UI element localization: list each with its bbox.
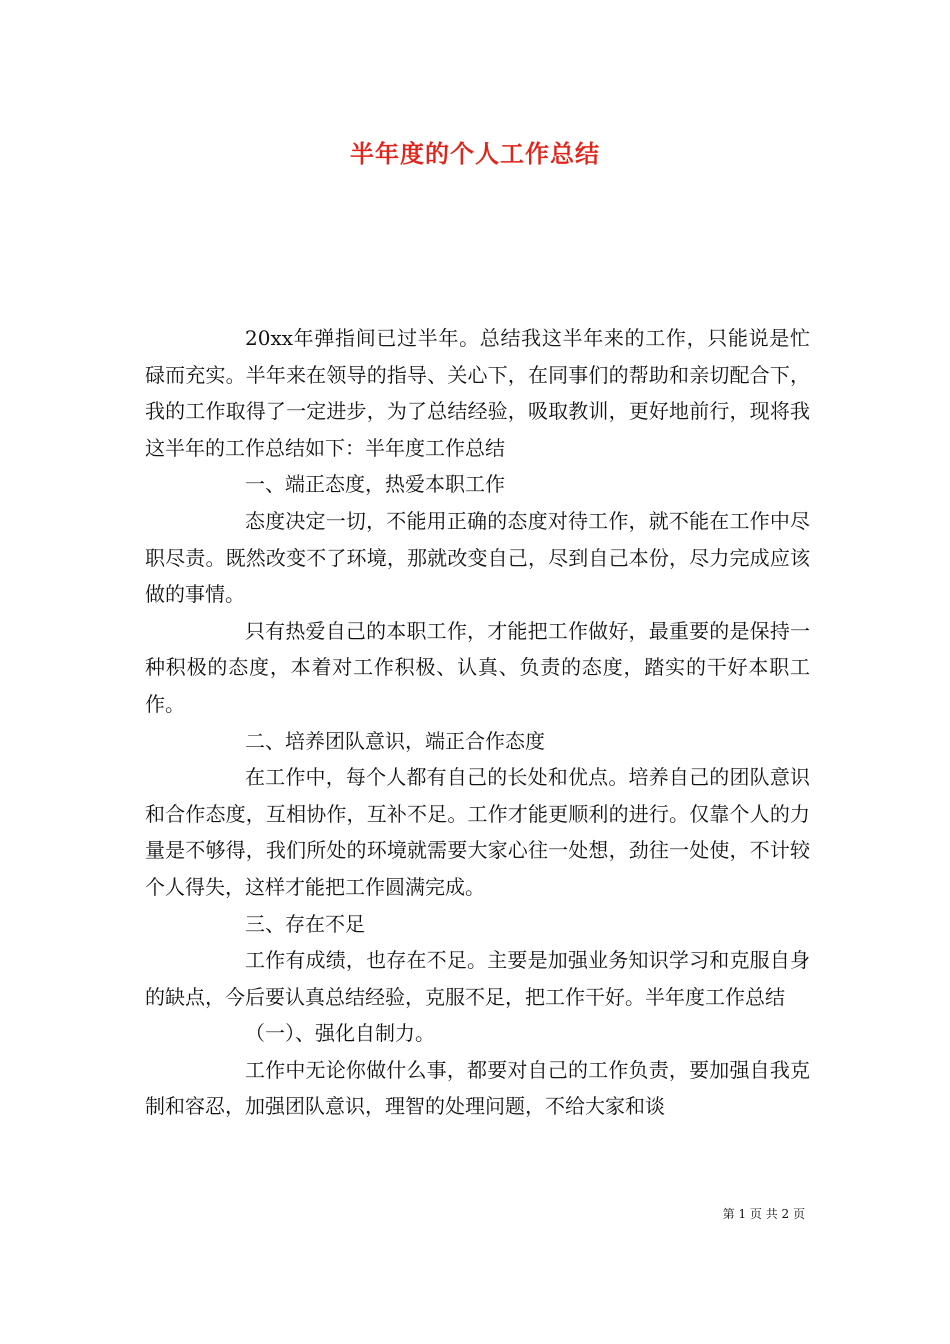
section-heading-3: 三、存在不足	[245, 911, 365, 936]
section-heading-2: 二、培养团队意识，端正合作态度	[245, 728, 545, 753]
document-body	[145, 320, 810, 1125]
paragraph: 只有热爱自己的本职工作，才能把工作做好，最重要的是保持一种积极的态度，本着对工作积极、认真、负责的态度，踏实的干好本职工作。	[145, 618, 810, 716]
paragraph: 工作中无论你做什么事，都要对自己的工作负责，要加强自我克制和容忍，加强团队意识，理智的处理问题，不给大家和谈	[145, 1057, 810, 1119]
intro-paragraph: 20xx年弹指间已过半年。总结我这半年来的工作，只能说是忙碌而充实。半年来在领导的指导、关心下，在同事们的帮助和亲切配合下，我的工作取得了一定进步，为了总结经验，吸取教训，更好地前行，现将我这半年的工作总结如下：半年度工作总结	[145, 326, 810, 460]
section-heading-1: 一、端正态度，热爱本职工作	[245, 472, 505, 497]
page-number-footer: 第 1 页 共 2 页	[722, 1207, 805, 1221]
subsection-heading-1: （一）、强化自制力。	[245, 1021, 435, 1046]
paragraph: 态度决定一切，不能用正确的态度对待工作，就不能在工作中尽职尽责。既然改变不了环境，那就改变自己，尽到自己本份，尽力完成应该做的事情。	[145, 508, 810, 607]
paragraph: 工作有成绩，也存在不足。主要是加强业务知识学习和克服自身的缺点，今后要认真总结经验，克服不足，把工作干好。半年度工作总结	[145, 948, 810, 1009]
document-title: 半年度的个人工作总结	[350, 140, 600, 168]
paragraph: 在工作中，每个人都有自己的长处和优点。培养自己的团队意识和合作态度，互相协作，互补不足。工作才能更顺利的进行。仅靠个人的力量是不够得，我们所处的环境就需要大家心往一处想，劲往一处使，不计较个人得失，这样才能把工作圆满完成。	[145, 765, 810, 899]
